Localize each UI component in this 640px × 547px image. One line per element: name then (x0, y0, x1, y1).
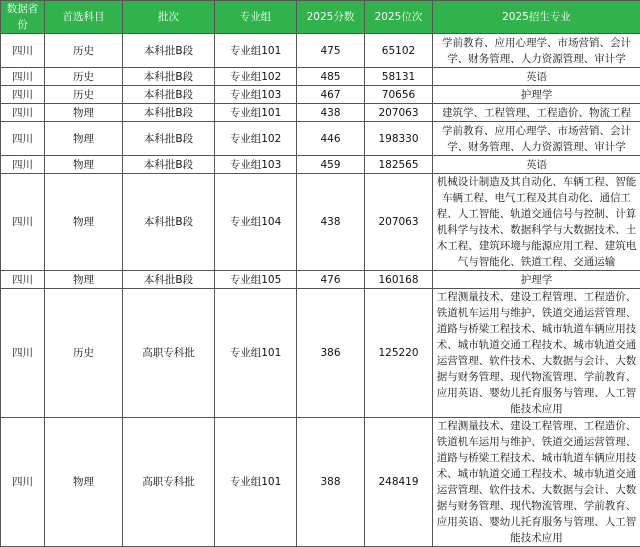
cell-batch: 本科批B段 (123, 86, 215, 104)
cell-group: 专业组101 (215, 418, 297, 547)
cell-batch: 本科批B段 (123, 122, 215, 156)
cell-group: 专业组102 (215, 122, 297, 156)
header-score: 2025分数 (297, 1, 365, 34)
cell-batch: 高职专科批 (123, 418, 215, 547)
cell-score: 388 (297, 418, 365, 547)
cell-subject: 物理 (45, 271, 123, 289)
cell-batch: 本科批B段 (123, 34, 215, 68)
cell-rank: 182565 (365, 156, 433, 174)
cell-province: 四川 (1, 34, 45, 68)
cell-rank: 248419 (365, 418, 433, 547)
cell-province: 四川 (1, 122, 45, 156)
table-row (1, 156, 640, 174)
cell-province: 四川 (1, 156, 45, 174)
cell-subject: 物理 (45, 104, 123, 122)
header-batch: 批次 (123, 1, 215, 34)
table-row (1, 174, 640, 271)
cell-province: 四川 (1, 271, 45, 289)
cell-province: 四川 (1, 104, 45, 122)
cell-majors: 护理学 (433, 271, 640, 289)
cell-subject: 物理 (45, 174, 123, 271)
cell-province: 四川 (1, 86, 45, 104)
cell-group: 专业组103 (215, 86, 297, 104)
header-majors: 2025招生专业 (433, 1, 640, 34)
cell-score: 459 (297, 156, 365, 174)
cell-group: 专业组103 (215, 156, 297, 174)
cell-subject: 历史 (45, 34, 123, 68)
cell-score: 475 (297, 34, 365, 68)
cell-group: 专业组101 (215, 34, 297, 68)
cell-group: 专业组102 (215, 68, 297, 86)
cell-rank: 65102 (365, 34, 433, 68)
cell-province: 四川 (1, 418, 45, 547)
cell-score: 467 (297, 86, 365, 104)
cell-score: 386 (297, 289, 365, 418)
cell-batch: 本科批B段 (123, 68, 215, 86)
cell-rank: 198330 (365, 122, 433, 156)
cell-group: 专业组101 (215, 289, 297, 418)
table-row (1, 68, 640, 86)
cell-rank: 70656 (365, 86, 433, 104)
cell-rank: 58131 (365, 68, 433, 86)
cell-subject: 历史 (45, 68, 123, 86)
cell-batch: 本科批B段 (123, 156, 215, 174)
cell-batch: 本科批B段 (123, 271, 215, 289)
header-row (1, 1, 640, 34)
table-row (1, 86, 640, 104)
table-row (1, 104, 640, 122)
cell-batch: 高职专科批 (123, 289, 215, 418)
cell-subject: 物理 (45, 122, 123, 156)
cell-score: 438 (297, 174, 365, 271)
table-row (1, 34, 640, 68)
cell-group: 专业组101 (215, 104, 297, 122)
cell-group: 专业组104 (215, 174, 297, 271)
cell-majors: 工程测量技术、建设工程管理、工程造价、铁道机车运用与维护、铁道交通运营管理、道路与桥梁工程技术、城市轨道车辆应用技术、城市轨道交通工程技术、城市轨道交通运营管理、软件技术、大数据与会计、大数据与财务管理、现代物流管理、学前教育、应用英语、婴幼儿托育服务与管理、人工智能技术应用 (433, 418, 640, 547)
cell-majors: 学前教育、应用心理学、市场营销、会计学、财务管理、人力资源管理、审计学 (433, 122, 640, 156)
cell-majors: 英语 (433, 156, 640, 174)
cell-majors: 英语 (433, 68, 640, 86)
cell-batch: 本科批B段 (123, 104, 215, 122)
header-subject: 首选科目 (45, 1, 123, 34)
cell-subject: 历史 (45, 86, 123, 104)
cell-score: 446 (297, 122, 365, 156)
cell-score: 438 (297, 104, 365, 122)
cell-score: 485 (297, 68, 365, 86)
cell-rank: 207063 (365, 174, 433, 271)
cell-majors: 护理学 (433, 86, 640, 104)
cell-rank: 160168 (365, 271, 433, 289)
cell-province: 四川 (1, 174, 45, 271)
header-rank: 2025位次 (365, 1, 433, 34)
cell-subject: 物理 (45, 156, 123, 174)
cell-rank: 207063 (365, 104, 433, 122)
cell-majors: 学前教育、应用心理学、市场营销、会计学、财务管理、人力资源管理、审计学 (433, 34, 640, 68)
cell-subject: 物理 (45, 418, 123, 547)
cell-province: 四川 (1, 68, 45, 86)
cell-majors: 工程测量技术、建设工程管理、工程造价、铁道机车运用与维护、铁道交通运营管理、道路与桥梁工程技术、城市轨道车辆应用技术、城市轨道交通工程技术、城市轨道交通运营管理、软件技术、大数据与会计、大数据与财务管理、现代物流管理、学前教育、应用英语、婴幼儿托育服务与管理、人工智能技术应用 (433, 289, 640, 418)
table-row (1, 271, 640, 289)
header-group: 专业组 (215, 1, 297, 34)
table-row (1, 418, 640, 547)
cell-subject: 历史 (45, 289, 123, 418)
table-row (1, 289, 640, 418)
cell-majors: 建筑学、工程管理、工程造价、物流工程 (433, 104, 640, 122)
cell-rank: 125220 (365, 289, 433, 418)
cell-group: 专业组105 (215, 271, 297, 289)
cell-batch: 本科批B段 (123, 174, 215, 271)
table-row (1, 122, 640, 156)
cell-score: 476 (297, 271, 365, 289)
cell-majors: 机械设计制造及其自动化、车辆工程、智能车辆工程、电气工程及其自动化、通信工程、人工智能、轨道交通信号与控制、计算机科学与技术、数据科学与大数据技术、土木工程、建筑环境与能源应用工程、建筑电气与智能化、铁道工程、交通运输 (433, 174, 640, 271)
header-province: 数据省份 (1, 1, 45, 34)
cell-province: 四川 (1, 289, 45, 418)
